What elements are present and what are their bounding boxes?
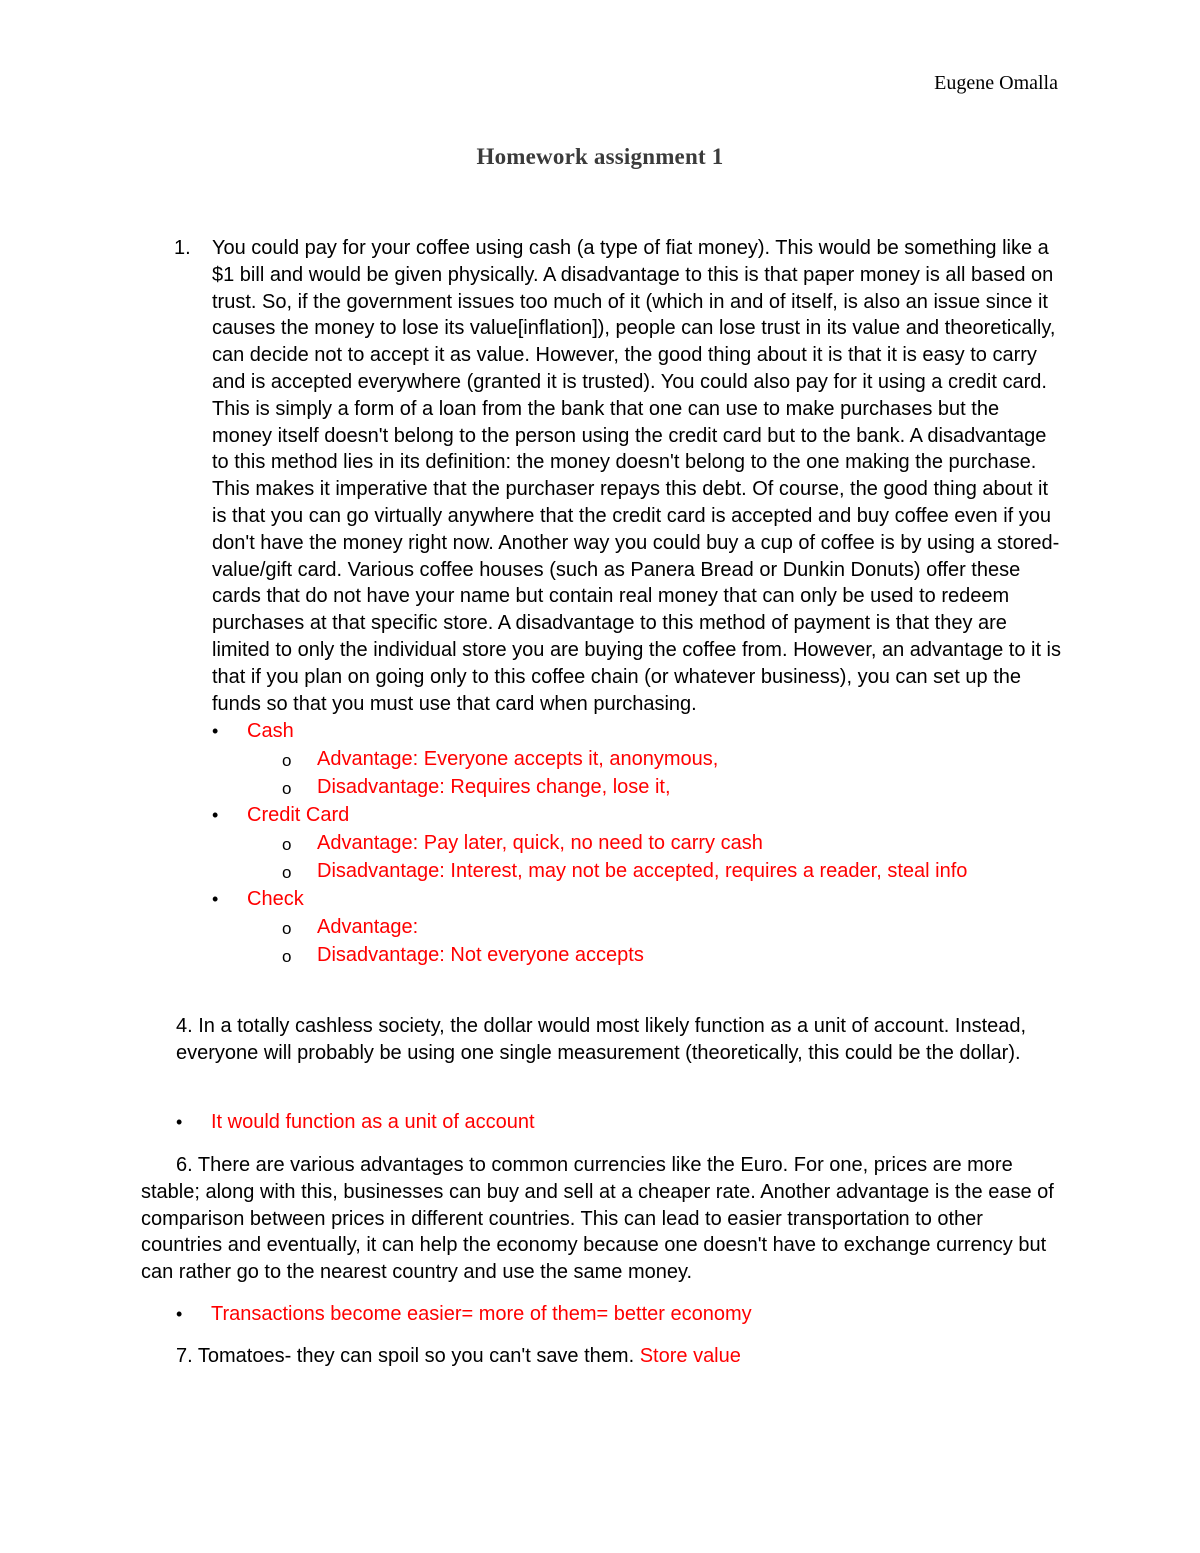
note-bullet <box>212 717 1064 745</box>
sub-bullet-icon: o <box>282 863 292 883</box>
bullet-icon: • <box>212 721 219 742</box>
bullet-icon: • <box>176 1112 183 1132</box>
question-6-note <box>176 1300 976 1328</box>
question-6-answer: 6. There are various advantages to common currencies like the Euro. For one, prices are more stable; along with this, businesses can buy and sell at a cheaper rate. Another advantage is the ease of comparison between prices in different countries. This can lead to easier transportation to other countries and eventually, it can help the economy because one doesn't have to exchange currency but can rather go to the nearest country and use the same money. <box>141 1154 1054 1284</box>
question-7-answer <box>176 1343 1056 1370</box>
sub-bullet-icon: o <box>282 835 292 855</box>
note-sub-text: Advantage: Everyone accepts it, anonymous, <box>317 748 719 771</box>
bullet-icon: • <box>212 805 219 826</box>
question-7-note: Store value <box>639 1345 741 1367</box>
question-7-text: 7. Tomatoes- they can spoil so you can't save them. <box>176 1345 635 1367</box>
note-sub-item <box>282 745 1064 773</box>
question-1-answer: You could pay for your coffee using cash (a type of fiat money). This would be something like a $1 bill and would be given physically. A disadvantage to this is that paper money is all based on trust. So, if the government issues too much of it (which in and of itself, is also an issue since it causes the money to lose its value[inflation]), people can lose trust in its value and theoretically, can decide not to accept it as value. However, the good thing about it is that it is easy to carry and is accepted everywhere (granted it is trusted). You could also pay for it using a credit card. This is simply a form of a loan from the bank that one can use to make purchases but the money itself doesn't belong to the person using the credit card but to the bank. A disadvantage to this method lies in its definition: the money doesn't belong to the one making the purchase. This makes it imperative that the purchaser repays this debt. Of course, the good thing about it is that you can go virtually anywhere that the credit card is accepted and buy coffee even if you don't have the money right now. Another way you could buy a cup of coffee is by using a stored-value/gift card. Various coffee houses (such as Panera Bread or Dunkin Donuts) offer these cards that do not have your name but contain real money that can only be used to redeem purchases at that specific store. A disadvantage to this method of payment is that they are limited to only the individual store you are buying the coffee from. However, an advantage to it is that if you plan on going only to this coffee chain (or whatever business), you can set up the funds so that you must use that card when purchasing. <box>212 237 1062 715</box>
note-label: Check <box>247 888 304 911</box>
page-title: Homework assignment 1 <box>476 144 724 169</box>
note-bullet <box>212 885 1064 913</box>
question-1-number: 1. <box>174 237 191 259</box>
sub-bullet-icon: o <box>282 947 292 967</box>
question-4-answer: 4. In a totally cashless society, the dollar would most likely function as a unit of account. Instead, everyone will probably be using one single measurement (theoretically, this could be the dollar). <box>176 1015 1027 1064</box>
author-name: Eugene Omalla <box>934 72 1058 94</box>
note-sub-item <box>282 829 1064 857</box>
note-text: It would function as a unit of account <box>211 1111 535 1133</box>
note-sub-text: Disadvantage: Not everyone accepts <box>317 944 644 967</box>
bullet-icon: • <box>212 889 219 910</box>
bullet-icon: • <box>176 1304 183 1324</box>
note-sub-text: Advantage: <box>317 916 419 939</box>
note-sub-item <box>282 941 1064 969</box>
note-label: Cash <box>247 720 294 743</box>
question-4-note <box>176 1108 976 1136</box>
sub-bullet-icon: o <box>282 751 292 771</box>
sub-bullet-icon: o <box>282 919 292 939</box>
note-sub-item <box>282 773 1064 801</box>
note-sub-item <box>282 913 1064 941</box>
note-sub-text: Disadvantage: Interest, may not be accepted, requires a reader, steal info <box>317 860 968 883</box>
sub-bullet-icon: o <box>282 779 292 799</box>
question-1-notes <box>174 717 1064 969</box>
note-sub-item <box>282 857 1064 885</box>
note-label: Credit Card <box>247 804 350 827</box>
note-sub-text: Disadvantage: Requires change, lose it, <box>317 776 671 799</box>
question-1 <box>174 235 1064 969</box>
note-sub-text: Advantage: Pay later, quick, no need to carry cash <box>317 832 763 855</box>
note-text: Transactions become easier= more of them= better economy <box>211 1303 752 1325</box>
note-bullet <box>212 801 1064 829</box>
